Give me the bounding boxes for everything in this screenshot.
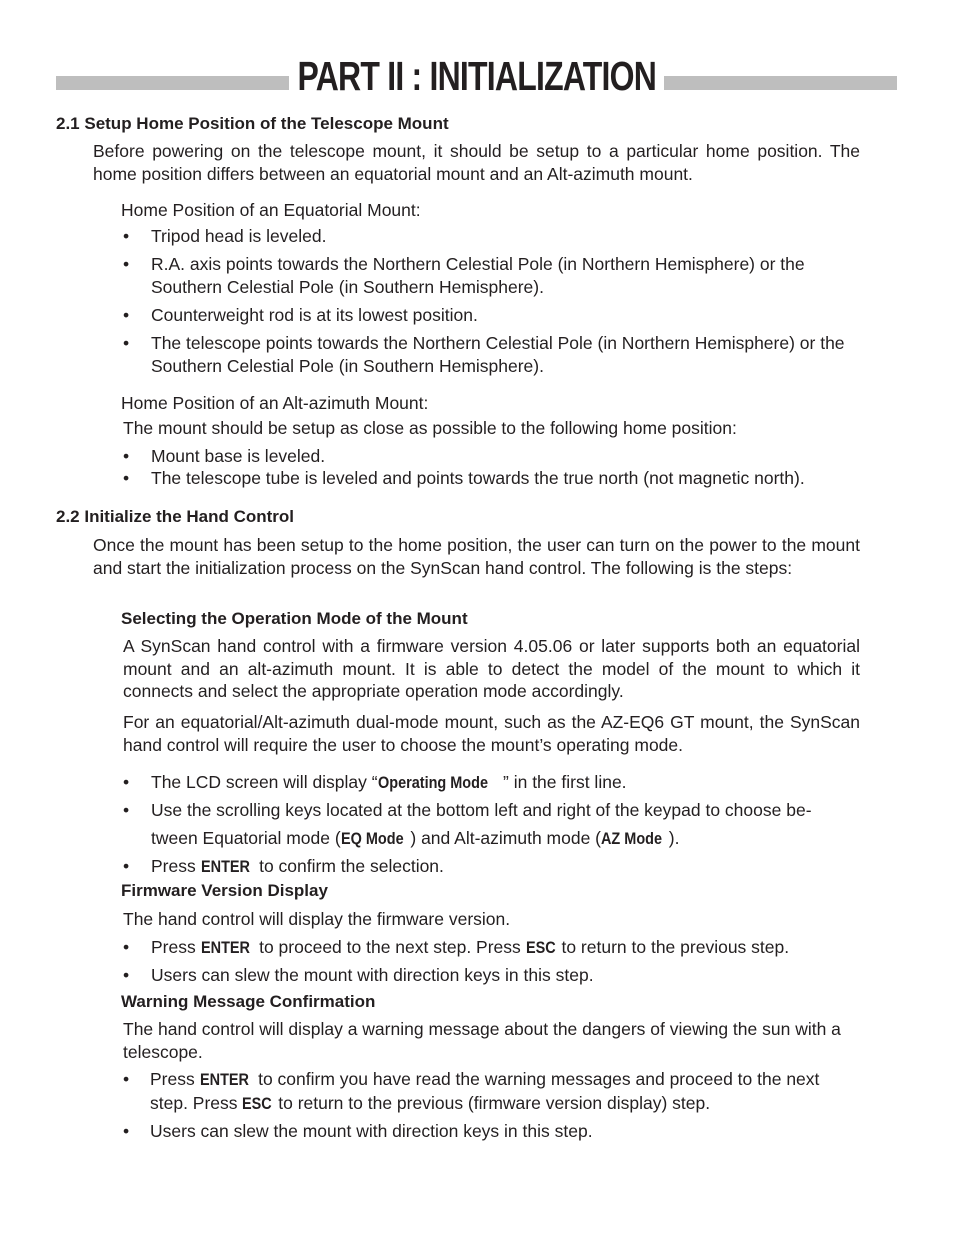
key-esc: ESC [525,938,556,957]
lcd-text-eq-mode: EQ Mode [340,829,404,848]
section-2-2-intro: Once the mount has been setup to the home position, the user can turn on the power to the mount and start the initialization process on the SynScan hand control. The following is the steps: [93,535,860,578]
bullet-icon: • [123,965,130,985]
page-title: PART II : INITIALIZATION [297,53,656,99]
key-esc: ESC [242,1093,273,1113]
bullet-icon: • [123,856,130,876]
alt-mount-intro: The mount should be setup as close as possible to the following home position: [123,418,737,438]
bullet-icon: • [123,772,130,792]
bullet-icon: • [123,446,130,466]
title-bar-left [56,76,289,90]
op-mode-paragraph-1: A SynScan hand control with a firmware version 4.05.06 or later supports both an equatorial mount and an alt-azimuth mount. It is able to detect the model of the mount to which it connects and select the appropriate operation mode accordingly. [123,636,860,701]
key-enter: ENTER [200,938,250,957]
bullet-icon: • [123,800,130,820]
bullet-icon: • [123,254,130,274]
warning-heading: Warning Message Confirmation [121,992,376,1011]
title-bar-right [664,76,897,90]
bullet-icon: • [123,1069,130,1089]
firmware-intro: The hand control will display the firmware version. [123,909,511,929]
key-enter: ENTER [199,1070,249,1089]
bullet-icon: • [123,937,130,957]
alt-mount-label: Home Position of an Alt-azimuth Mount: [121,393,429,413]
section-2-2-heading: 2.2 Initialize the Hand Control [56,507,295,526]
bullet-icon: • [123,468,130,488]
lcd-text-az-mode: AZ Mode [601,829,663,848]
bullet-icon: • [123,1121,130,1141]
firmware-heading: Firmware Version Display [121,881,328,900]
section-2-1-intro: Before powering on the telescope mount, it should be setup to a particular home position. The home position differs between an equatorial mount and an Alt-azimuth mount. [93,141,860,184]
section-2-1-heading: 2.1 Setup Home Position of the Telescope Mount [56,114,449,133]
eq-mount-label: Home Position of an Equatorial Mount: [121,200,421,220]
bullet-icon: • [123,305,130,325]
bullet-icon: • [123,226,130,246]
op-mode-heading: Selecting the Operation Mode of the Mount [121,609,468,628]
bullet-icon: • [123,333,130,353]
key-enter: ENTER [200,857,250,876]
op-mode-paragraph-2: For an equatorial/Alt-azimuth dual-mode mount, such as the AZ-EQ6 GT mount, the SynScan hand control will require the user to choose the mount’s operating mode. [123,712,860,755]
lcd-text-operating-mode: Operating Mode [377,773,488,792]
warning-intro: The hand control will display a warning message about the dangers of viewing the sun with a telescope. [123,1019,841,1062]
page-title-row [56,53,897,99]
